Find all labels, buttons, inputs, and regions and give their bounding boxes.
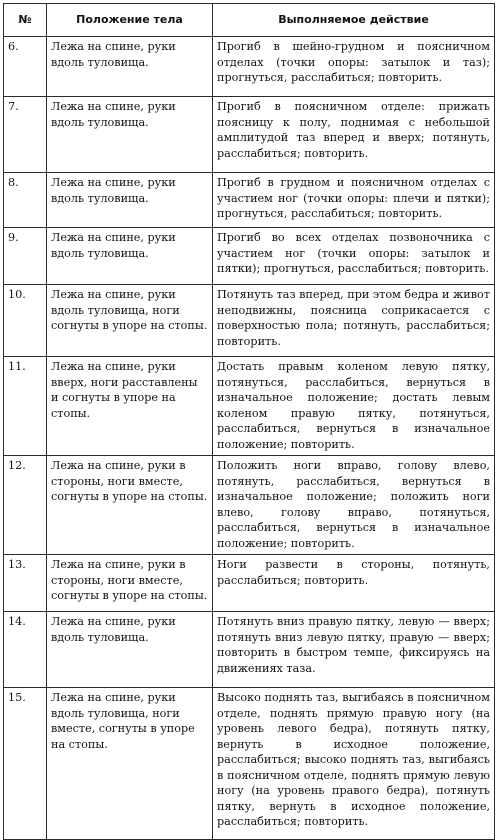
row-action: Потянуть таз вперед, при этом бедра и живот неподвижны, поясница соприкасается с поверхностью пола; потянуть, расслабиться; повторить.: [213, 285, 495, 357]
row-number: 8.: [4, 173, 47, 228]
row-action: Прогиб в шейно-грудном и поясничном отделах (точки опоры: затылок и таз); прогнуться, расслабиться; повторить.: [213, 37, 495, 97]
row-position: Лежа на спине, руки вверх, ноги расставлены и согнуты в упоре на стопы.: [47, 357, 213, 456]
row-number: 13.: [4, 555, 47, 612]
table-header-row: [4, 4, 495, 37]
table-row: [4, 612, 495, 688]
table-row: [4, 357, 495, 456]
row-action: Прогиб в поясничном отделе: прижать поясницу к полу, поднимая с небольшой амплитудой таз вперед и вверх; потянуть, расслабиться; повторить.: [213, 97, 495, 173]
row-position: Лежа на спине, руки вдоль туловища, ноги вместе, согнуты в упоре на стопы.: [47, 688, 213, 840]
row-action: Положить ноги вправо, голову влево, потянуть, расслабиться, вернуться в изначальное положение; положить ноги влево, голову вправо, потянуться, расслабиться, вернуться в изначальное положение; повторить.: [213, 456, 495, 555]
row-position: Лежа на спине, руки вдоль туловища.: [47, 173, 213, 228]
exercise-table: [3, 3, 495, 840]
table-row: [4, 688, 495, 840]
table-row: [4, 97, 495, 173]
table-row: [4, 456, 495, 555]
row-action: Прогиб во всех отделах позвоночника с участием ног (точки опоры: затылок и пятки); прогнуться, расслабиться; повторить.: [213, 228, 495, 285]
row-action: Прогиб в грудном и поясничном отделах с участием ног (точки опоры: плечи и пятки); прогнуться, расслабиться; повторить.: [213, 173, 495, 228]
row-position: Лежа на спине, руки вдоль туловища.: [47, 97, 213, 173]
table-row: [4, 173, 495, 228]
row-action: Достать правым коленом левую пятку, потянуться, расслабиться, вернуться в изначальное положение; достать левым коленом правую пятку, потянуться, расслабиться, вернуться в изначальное положение; повторить.: [213, 357, 495, 456]
header-action: Выполняемое действие: [213, 4, 495, 37]
row-position: Лежа на спине, руки вдоль туловища.: [47, 612, 213, 688]
row-number: 7.: [4, 97, 47, 173]
row-number: 14.: [4, 612, 47, 688]
row-action: Ноги развести в стороны, потянуть, расслабиться; повторить.: [213, 555, 495, 612]
row-position: Лежа на спине, руки вдоль туловища, ноги согнуты в упоре на стопы.: [47, 285, 213, 357]
row-position: Лежа на спине, руки в стороны, ноги вместе, согнуты в упоре на стопы.: [47, 555, 213, 612]
row-position: Лежа на спине, руки вдоль туловища.: [47, 228, 213, 285]
row-number: 9.: [4, 228, 47, 285]
row-number: 15.: [4, 688, 47, 840]
row-position: Лежа на спине, руки вдоль туловища.: [47, 37, 213, 97]
header-number: №: [4, 4, 47, 37]
table-row: [4, 285, 495, 357]
row-action: Высоко поднять таз, выгибаясь в поясничном отделе, поднять прямую правую ногу (на уровень левого бедра), потянуть пятку, вернуть в исходное положение, расслабиться; высоко поднять таз, выгибаясь в поясничном отделе, поднять прямую левую ногу (на уровень правого бедра), потянуть пятку, вернуть в исходное положение, расслабиться; повторить.: [213, 688, 495, 840]
table-row: [4, 228, 495, 285]
row-number: 12.: [4, 456, 47, 555]
row-action: Потянуть вниз правую пятку, левую — вверх; потянуть вниз левую пятку, правую — вверх; повторить в быстром темпе, фиксируясь на движениях таза.: [213, 612, 495, 688]
row-position: Лежа на спине, руки в стороны, ноги вместе, согнуты в упоре на стопы.: [47, 456, 213, 555]
row-number: 6.: [4, 37, 47, 97]
header-body-position: Положение тела: [47, 4, 213, 37]
row-number: 11.: [4, 357, 47, 456]
table-row: [4, 555, 495, 612]
table-row: [4, 37, 495, 97]
row-number: 10.: [4, 285, 47, 357]
